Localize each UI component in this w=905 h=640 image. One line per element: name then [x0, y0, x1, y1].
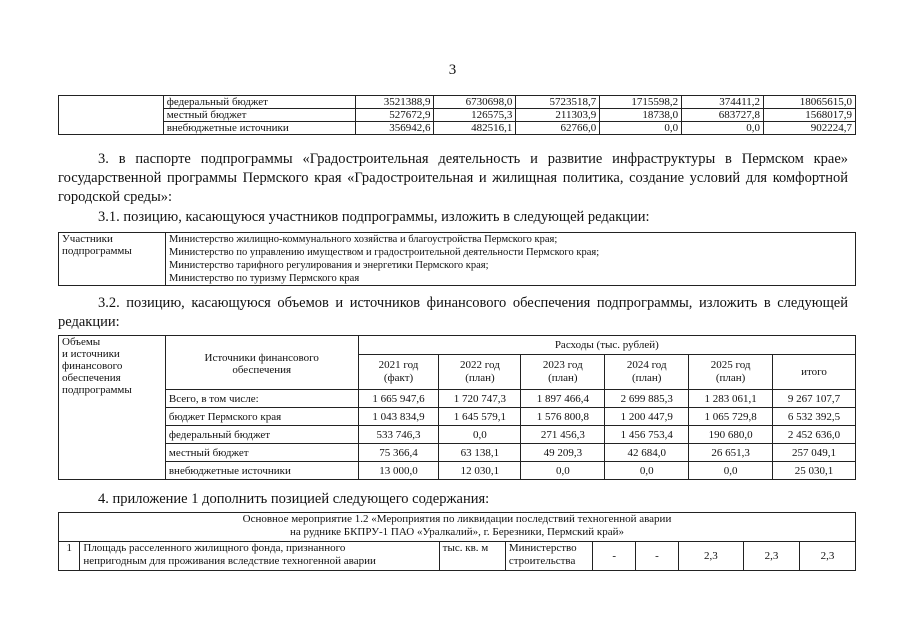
finance-value: 0,0: [521, 462, 605, 480]
finance-value: 0,0: [439, 426, 521, 444]
finance-value: 9 267 107,7: [773, 390, 856, 408]
year-header: [689, 355, 773, 390]
participant-item: Министерство жилищно-коммунального хозяйства и благоустройства Пермского края;: [169, 234, 558, 245]
participant-item: Министерство по управлению имуществом и градостроительной деятельности Пермского края;: [169, 247, 600, 258]
finance-row: [59, 444, 856, 462]
paragraph-3-2: 3.2. позицию, касающуюся объемов и источников финансового обеспечения подпрограммы, изложить в следующей редакции:: [58, 295, 848, 330]
year-header-line1: 2021 год: [378, 359, 419, 371]
finance-value: 1 200 447,9: [605, 408, 689, 426]
participants-table: [58, 232, 856, 286]
annex-row-name-line1: Площадь расселенного жилищного фонда, признанного: [83, 542, 346, 554]
top-table-value: 527672,9: [355, 109, 434, 122]
finance-value: 1 645 579,1: [439, 408, 521, 426]
annex-row-value: -: [636, 542, 679, 571]
participants-label-line1: Участники: [62, 233, 113, 245]
finance-value: 1 665 947,6: [358, 390, 439, 408]
finance-value: 49 209,3: [521, 444, 605, 462]
year-header-line2: (план): [465, 372, 495, 384]
finance-value: 0,0: [605, 462, 689, 480]
finance-value: 190 680,0: [689, 426, 773, 444]
sources-header-line1: Источники финансового: [204, 352, 319, 364]
top-table-row-label: внебюджетные источники: [163, 122, 355, 135]
top-table-value: 374411,2: [682, 96, 764, 109]
top-table-value: 1715598,2: [600, 96, 682, 109]
annex-row-value: -: [593, 542, 636, 571]
top-table-blank-cell: [59, 96, 164, 135]
annex-row-resp-line1: Министерство: [508, 542, 577, 554]
year-header-line1: 2024 год: [626, 359, 667, 371]
participants-label-line2: подпрограммы: [62, 245, 132, 257]
top-table-value: 5723518,7: [516, 96, 600, 109]
top-table-value: 3521388,9: [355, 96, 434, 109]
top-table-row: [59, 96, 856, 109]
participant-item: Министерство тарифного регулирования и энергетики Пермского края;: [169, 260, 489, 271]
finance-value: 1 720 747,3: [439, 390, 521, 408]
finance-row-label: местный бюджет: [165, 444, 358, 462]
finance-value: 42 684,0: [605, 444, 689, 462]
annex-row-unit: тыс. кв. м: [439, 542, 505, 571]
finance-value: 2 699 885,3: [605, 390, 689, 408]
finance-value: 1 576 800,8: [521, 408, 605, 426]
finance-row: [59, 408, 856, 426]
top-table-row-label: местный бюджет: [163, 109, 355, 122]
top-table-value: 211303,9: [516, 109, 600, 122]
top-table-row: [59, 122, 856, 135]
annex-row-value: 2,3: [799, 542, 855, 571]
top-table-value: 683727,8: [682, 109, 764, 122]
annex-row-name-line2: непригодным для проживания вследствие техногенной аварии: [83, 555, 376, 567]
finance-row: [59, 462, 856, 480]
finance-row: [59, 390, 856, 408]
year-header: [358, 355, 439, 390]
year-header-line2: (план): [548, 372, 578, 384]
top-table-value: 18738,0: [600, 109, 682, 122]
finance-row-label: Всего, в том числе:: [165, 390, 358, 408]
finance-row-label: внебюджетные источники: [165, 462, 358, 480]
finance-value: 1 065 729,8: [689, 408, 773, 426]
top-budget-table: [58, 95, 856, 135]
finance-label-line: обеспечения: [62, 372, 121, 384]
year-header-line1: 2023 год: [542, 359, 583, 371]
year-header: [439, 355, 521, 390]
finance-label-line: Объемы: [62, 336, 101, 348]
top-table-row-label: федеральный бюджет: [163, 96, 355, 109]
finance-row: [59, 426, 856, 444]
year-header-line1: 2022 год: [460, 359, 500, 371]
year-header: [521, 355, 605, 390]
finance-value: 0,0: [689, 462, 773, 480]
top-table-value: 0,0: [600, 122, 682, 135]
finance-value: 25 030,1: [773, 462, 856, 480]
top-table-value: 356942,6: [355, 122, 434, 135]
annex-row-value: 2,3: [678, 542, 743, 571]
paragraph-3-1: 3.1. позицию, касающуюся участников подпрограммы, изложить в следующей редакции:: [98, 209, 650, 225]
top-table-row: [59, 109, 856, 122]
year-header-line2: (факт): [383, 372, 414, 384]
paragraph-3: 3. в паспорте подпрограммы «Градостроительная деятельность и развитие инфраструктуры в Пермском крае» государственной программы Пермского края «Градостроительная и жилищная политика, создание условий для комфортной городской среды»:: [58, 151, 848, 205]
finance-row-label: бюджет Пермского края: [165, 408, 358, 426]
page-number: 3: [448, 62, 457, 78]
participant-item: Министерство по туризму Пермского края: [169, 273, 360, 284]
finance-value: 1 043 834,9: [358, 408, 439, 426]
finance-value: 6 532 392,5: [773, 408, 856, 426]
finance-value: 12 030,1: [439, 462, 521, 480]
year-header-line1: итого: [801, 365, 827, 378]
expenses-header: Расходы (тыс. рублей): [358, 336, 855, 355]
finance-value: 2 452 636,0: [773, 426, 856, 444]
top-table-value: 126575,3: [434, 109, 516, 122]
year-header-line1: 2025 год: [710, 359, 751, 371]
top-table-value: 482516,1: [434, 122, 516, 135]
finance-value: 26 651,3: [689, 444, 773, 462]
year-header: [605, 355, 689, 390]
finance-value: 533 746,3: [358, 426, 439, 444]
sources-header-line2: обеспечения: [232, 364, 292, 376]
annex-row-value: 2,3: [744, 542, 800, 571]
finance-value: 1 456 753,4: [605, 426, 689, 444]
top-table-value: 1568017,9: [764, 109, 856, 122]
finance-value: 257 049,1: [773, 444, 856, 462]
top-table-value: 902224,7: [764, 122, 856, 135]
finance-label-line: финансового: [62, 360, 123, 372]
paragraph-4: 4. приложение 1 дополнить позицией следующего содержания:: [98, 491, 490, 507]
annex-row-resp-line2: строительства: [508, 555, 576, 567]
finance-value: 75 366,4: [358, 444, 439, 462]
annex-header-line2: на руднике БКПРУ-1 ПАО «Уралкалий», г. Березники, Пермский край»: [290, 526, 624, 538]
top-table-value: 6730698,0: [434, 96, 516, 109]
finance-value: 13 000,0: [358, 462, 439, 480]
finance-value: 1 283 061,1: [689, 390, 773, 408]
year-header-line2: (план): [715, 372, 746, 384]
top-table-value: 18065615,0: [764, 96, 856, 109]
finance-value: 63 138,1: [439, 444, 521, 462]
finance-label-line: и источники: [62, 348, 120, 360]
annex-row-number: 1: [59, 542, 80, 571]
year-header: [773, 355, 856, 390]
finance-label-line: подпрограммы: [62, 384, 132, 396]
year-header-line2: (план): [631, 372, 662, 384]
annex-table: [58, 512, 856, 571]
top-table-value: 0,0: [682, 122, 764, 135]
finance-value: 1 897 466,4: [521, 390, 605, 408]
top-table-value: 62766,0: [516, 122, 600, 135]
finance-value: 271 456,3: [521, 426, 605, 444]
annex-header-line1: Основное мероприятие 1.2 «Мероприятия по ликвидации последствий техногенной аварии: [242, 513, 672, 525]
finance-row-label: федеральный бюджет: [165, 426, 358, 444]
finance-table: [58, 335, 856, 480]
